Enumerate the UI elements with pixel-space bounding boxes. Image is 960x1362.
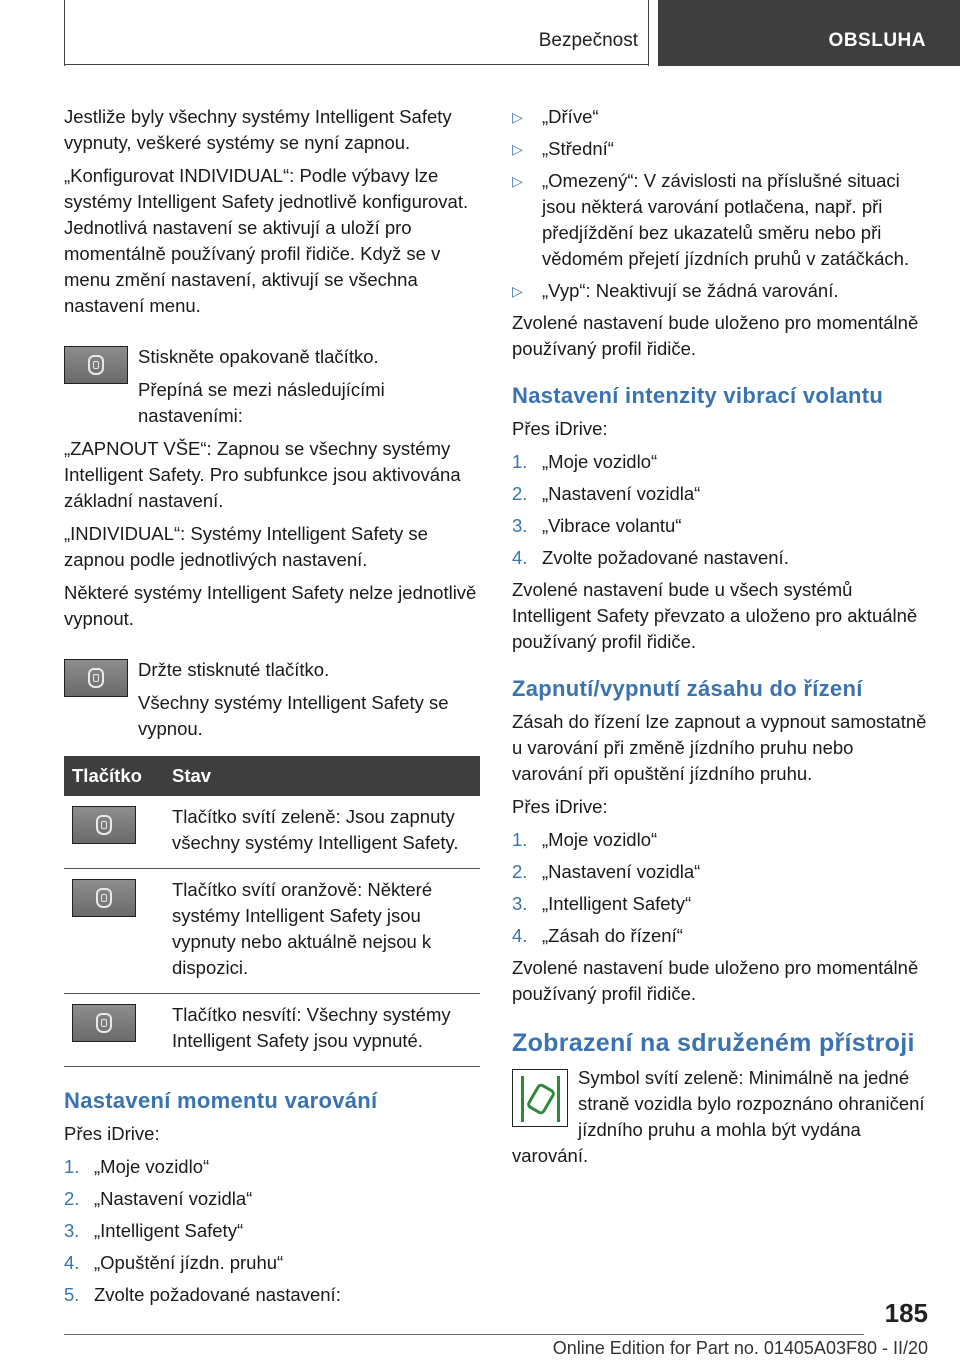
table-cell-status: Tlačítko svítí zeleně: Jsou zapnuty všechny systémy Intelligent Safety. — [168, 796, 480, 869]
section-heading: Zobrazení na sdruženém přístroji — [512, 1029, 915, 1057]
intelligent-safety-button-icon — [72, 806, 136, 844]
left-column — [64, 104, 480, 1314]
paragraph: Přes iDrive: — [64, 1123, 160, 1144]
header-divider-left — [64, 0, 65, 66]
triangle-right-icon: ▷ — [512, 109, 523, 125]
list-item: 4. Zvolte požadované nastavení. — [512, 547, 789, 568]
header-chapter-label: OBSLUHA — [828, 30, 926, 51]
paragraph: Symbol svítí zeleně: Minimálně na jedné straně vozidla bylo rozpoznáno ohraničení jízdního pruhu a mohla být vydána varování. — [512, 1067, 925, 1166]
table-header-status: Stav — [168, 756, 480, 796]
options-list — [512, 104, 928, 304]
table-cell-status: Tlačítko svítí oranžově: Některé systémy Intelligent Safety jsou vypnuty nebo aktuálně nejsou k dispozici. — [168, 869, 480, 994]
paragraph: Jestliže byly všechny systémy Intelligent Safety vypnuty, veškeré systémy se nyní zapnou. — [64, 106, 452, 153]
steps-list — [512, 449, 928, 571]
intelligent-safety-button-icon — [72, 1004, 136, 1042]
intelligent-safety-button-icon — [64, 659, 128, 697]
triangle-right-icon: ▷ — [512, 141, 523, 157]
paragraph: Zvolené nastavení bude u všech systémů Intelligent Safety převzato a uloženo pro aktuálně používaný profil řidiče. — [512, 579, 918, 652]
paragraph: Zásah do řízení lze zapnout a vypnout samostatně u varování při změně jízdního pruhu nebo varování při opuštění jízdního pruhu. — [512, 711, 927, 784]
list-item: ▷ „Dříve“ — [512, 104, 928, 130]
instruction-text: Držte stisknuté tlačítko. — [138, 659, 330, 680]
section-heading: Nastavení intenzity vibrací volantu — [512, 383, 884, 408]
section-heading: Nastavení momentu varování — [64, 1088, 378, 1113]
paragraph: „INDIVIDUAL“: Systémy Intelligent Safety se zapnou podle jednotlivých nastavení. — [64, 523, 428, 570]
table-row — [64, 796, 480, 869]
button-instruction — [64, 344, 480, 429]
intelligent-safety-button-icon — [72, 879, 136, 917]
page-number: 185 — [884, 1298, 928, 1328]
paragraph: Některé systémy Intelligent Safety nelze jednotlivě vypnout. — [64, 582, 477, 629]
list-item: 5. Zvolte požadované nastavení: — [64, 1284, 341, 1305]
list-item: 4. „Opuštění jízdn. pruhu“ — [64, 1252, 284, 1273]
footer-edition: Online Edition for Part no. 01405A03F80 - II/20 — [552, 1338, 928, 1358]
list-item: 3. „Intelligent Safety“ — [512, 893, 692, 914]
paragraph: Zvolené nastavení bude uloženo pro momentálně používaný profil řidiče. — [512, 957, 919, 1004]
instruction-text: Přepíná se mezi následujícími nastaveními: — [138, 379, 385, 426]
list-item: 2. „Nastavení vozidla“ — [512, 861, 701, 882]
paragraph: „Konfigurovat INDIVIDUAL“: Podle výbavy lze systémy Intelligent Safety jednotlivě konfigurovat. Jednotlivá nastavení se aktivují a uloží pro momentálně používaný profil řidiče. Když se v menu změní nastavení, aktivují se všechna nastavení menu. — [64, 165, 469, 316]
paragraph: Zvolené nastavení bude uloženo pro momentálně používaný profil řidiče. — [512, 312, 919, 359]
symbol-description — [512, 1065, 928, 1169]
table-cell-status: Tlačítko nesvítí: Všechny systémy Intelligent Safety jsou vypnuté. — [168, 994, 480, 1067]
instruction-text: Stiskněte opakovaně tlačítko. — [138, 346, 379, 367]
section-heading: Zapnutí/vypnutí zásahu do řízení — [512, 676, 863, 701]
list-item: 1. „Moje vozidlo“ — [64, 1156, 210, 1177]
paragraph: Přes iDrive: — [512, 796, 608, 817]
right-column — [512, 104, 928, 1176]
header-divider-bottom — [64, 64, 649, 65]
paragraph: „ZAPNOUT VŠE“: Zapnou se všechny systémy Intelligent Safety. Pro subfunkce jsou aktivována základní nastavení. — [64, 438, 461, 511]
list-item: 4. „Zásah do řízení“ — [512, 925, 683, 946]
steps-list — [512, 827, 928, 949]
list-item: 2. „Nastavení vozidla“ — [64, 1188, 253, 1209]
steps-list — [64, 1154, 480, 1308]
footer-divider — [64, 1334, 864, 1335]
button-status-table — [64, 756, 480, 1067]
header-divider-mid — [648, 0, 649, 66]
list-item: ▷ „Střední“ — [512, 136, 928, 162]
intelligent-safety-button-icon — [64, 346, 128, 384]
list-item: ▷ „Omezený“: V závislosti na příslušné situaci jsou některá varování potlačena, např. při předjíždění bez ukazatelů směru nebo při vědomém přejetí jízdních pruhů v zatáčkách. — [512, 170, 910, 269]
table-row — [64, 869, 480, 994]
header-section-title: Bezpečnost — [538, 30, 638, 51]
list-item: 3. „Vibrace volantu“ — [512, 515, 682, 536]
triangle-right-icon: ▷ — [512, 283, 523, 299]
table-row — [64, 994, 480, 1067]
list-item: 3. „Intelligent Safety“ — [64, 1220, 244, 1241]
table-header-button: Tlačítko — [64, 756, 168, 796]
instruction-text: Všechny systémy Intelligent Safety se vypnou. — [138, 692, 449, 739]
list-item: 1. „Moje vozidlo“ — [512, 829, 658, 850]
button-instruction — [64, 657, 480, 742]
paragraph: Přes iDrive: — [512, 418, 608, 439]
page-header — [0, 0, 960, 66]
lane-departure-icon — [512, 1069, 568, 1127]
list-item: 1. „Moje vozidlo“ — [512, 451, 658, 472]
list-item: ▷ „Vyp“: Neaktivují se žádná varování. — [512, 278, 928, 304]
triangle-right-icon: ▷ — [512, 173, 523, 189]
list-item: 2. „Nastavení vozidla“ — [512, 483, 701, 504]
header-chapter-tab — [658, 0, 960, 66]
